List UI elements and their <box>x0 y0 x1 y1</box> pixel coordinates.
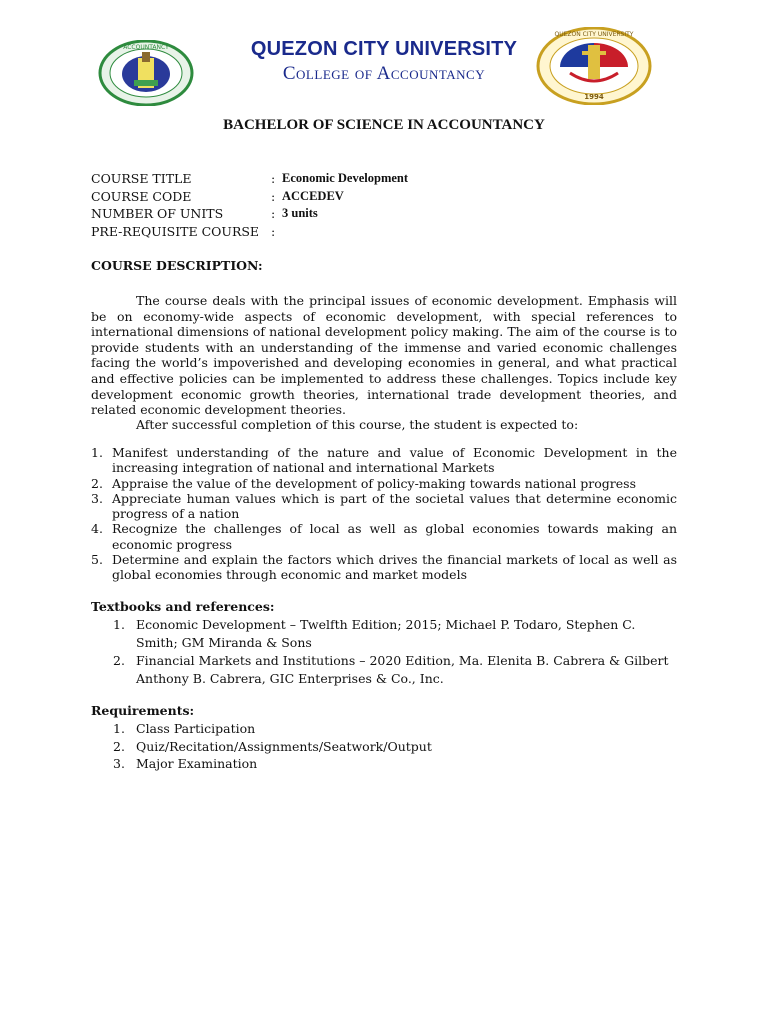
requirements-heading: Requirements: <box>91 703 195 718</box>
list-item <box>113 738 432 756</box>
list-item <box>91 476 677 491</box>
info-label: NUMBER OF UNITS <box>91 206 224 221</box>
info-colon: : <box>271 223 276 239</box>
list-item <box>113 616 679 651</box>
info-label: COURSE CODE <box>91 188 192 204</box>
list-item <box>113 720 432 738</box>
item-number: 3. <box>91 490 103 506</box>
list-item <box>91 521 677 552</box>
item-number: 1. <box>91 445 103 460</box>
item-number: 2. <box>113 653 125 668</box>
course-description-heading: COURSE DESCRIPTION: <box>91 258 263 273</box>
info-value: 3 units <box>282 206 318 220</box>
item-text: Economic Development – Twelfth Edition; 2015; Michael P. Todaro, Stephen C. Smith; GM Miranda & Sons <box>136 617 636 650</box>
item-number: 2. <box>113 738 125 754</box>
info-colon: : <box>271 206 276 221</box>
right-logo-ring-text: QUEZON CITY UNIVERSITY <box>554 31 634 38</box>
info-colon: : <box>271 171 276 186</box>
item-text: Recognize the challenges of local as well as global economies towards making an economic progress <box>112 521 677 552</box>
item-number: 2. <box>91 475 103 491</box>
info-colon: : <box>271 188 276 204</box>
info-label: COURSE TITLE <box>91 171 192 186</box>
item-text: Class Participation <box>136 721 256 736</box>
item-number: 5. <box>91 552 103 568</box>
requirements-list <box>113 720 432 773</box>
item-text: Manifest understanding of the nature and value of Economic Development in the increasing integration of national and international Markets <box>112 445 677 476</box>
program-title: BACHELOR OF SCIENCE IN ACCOUNTANCY <box>223 117 545 133</box>
item-text: Appraise the value of the development of policy-making towards national progress <box>112 475 637 491</box>
info-value: ACCEDEV <box>282 188 344 203</box>
textbooks-heading: Textbooks and references: <box>91 599 275 614</box>
list-item <box>91 552 677 583</box>
item-number: 1. <box>113 721 125 736</box>
item-text: Quiz/Recitation/Assignments/Seatwork/Output <box>136 738 432 754</box>
right-logo-year: 1994 <box>584 93 604 101</box>
item-number: 3. <box>113 756 125 771</box>
list-item <box>91 445 677 476</box>
item-number: 4. <box>91 521 103 537</box>
college-name: College of Accountancy <box>282 63 486 84</box>
course-title-row <box>91 170 408 188</box>
info-value: Economic Development <box>282 171 409 185</box>
info-label: PRE-REQUISITE COURSE <box>91 223 260 239</box>
item-text: Appreciate human values which is part of the societal values that determine economic progress of a nation <box>112 490 677 522</box>
course-code-row <box>91 188 408 206</box>
list-item <box>113 755 432 773</box>
outcomes-intro: After successful completion of this course, the student is expected to: <box>136 417 579 432</box>
list-item <box>91 491 677 522</box>
units-row <box>91 205 408 223</box>
outcomes-list <box>91 445 677 583</box>
item-text: Determine and explain the factors which drives the financial markets of local as well as global economies through economic and market models <box>112 552 677 583</box>
prerequisite-row <box>91 223 408 241</box>
left-logo-ring-text: ACCOUNTANCY <box>123 44 169 51</box>
list-item <box>113 652 679 687</box>
course-description: The course deals with the principal issues of economic development. Emphasis will be on economy-wide aspects of economic development, with special references to international dimensions of national development policy making. The aim of the course is to provide students with an understanding of the immense and varied economic challenges facing the world’s impoverished and developing economies in general, and what practical and effective policies can be implemented to address these challenges. Topics include key development economic growth theories, international trade development theories, and related economic development theories. <box>91 293 677 418</box>
item-text: Major Examination <box>136 756 258 771</box>
item-text: Financial Markets and Institutions – 2020 Edition, Ma. Elenita B. Cabrera & Gilbert Anthony B. Cabrera, GIC Enterprises & Co., Inc. <box>136 653 669 686</box>
textbooks-list <box>113 616 679 688</box>
university-name: QUEZON CITY UNIVERSITY <box>250 38 518 60</box>
item-number: 1. <box>113 617 125 632</box>
accountancy-seal-logo <box>98 40 194 106</box>
course-info-block <box>91 170 408 240</box>
